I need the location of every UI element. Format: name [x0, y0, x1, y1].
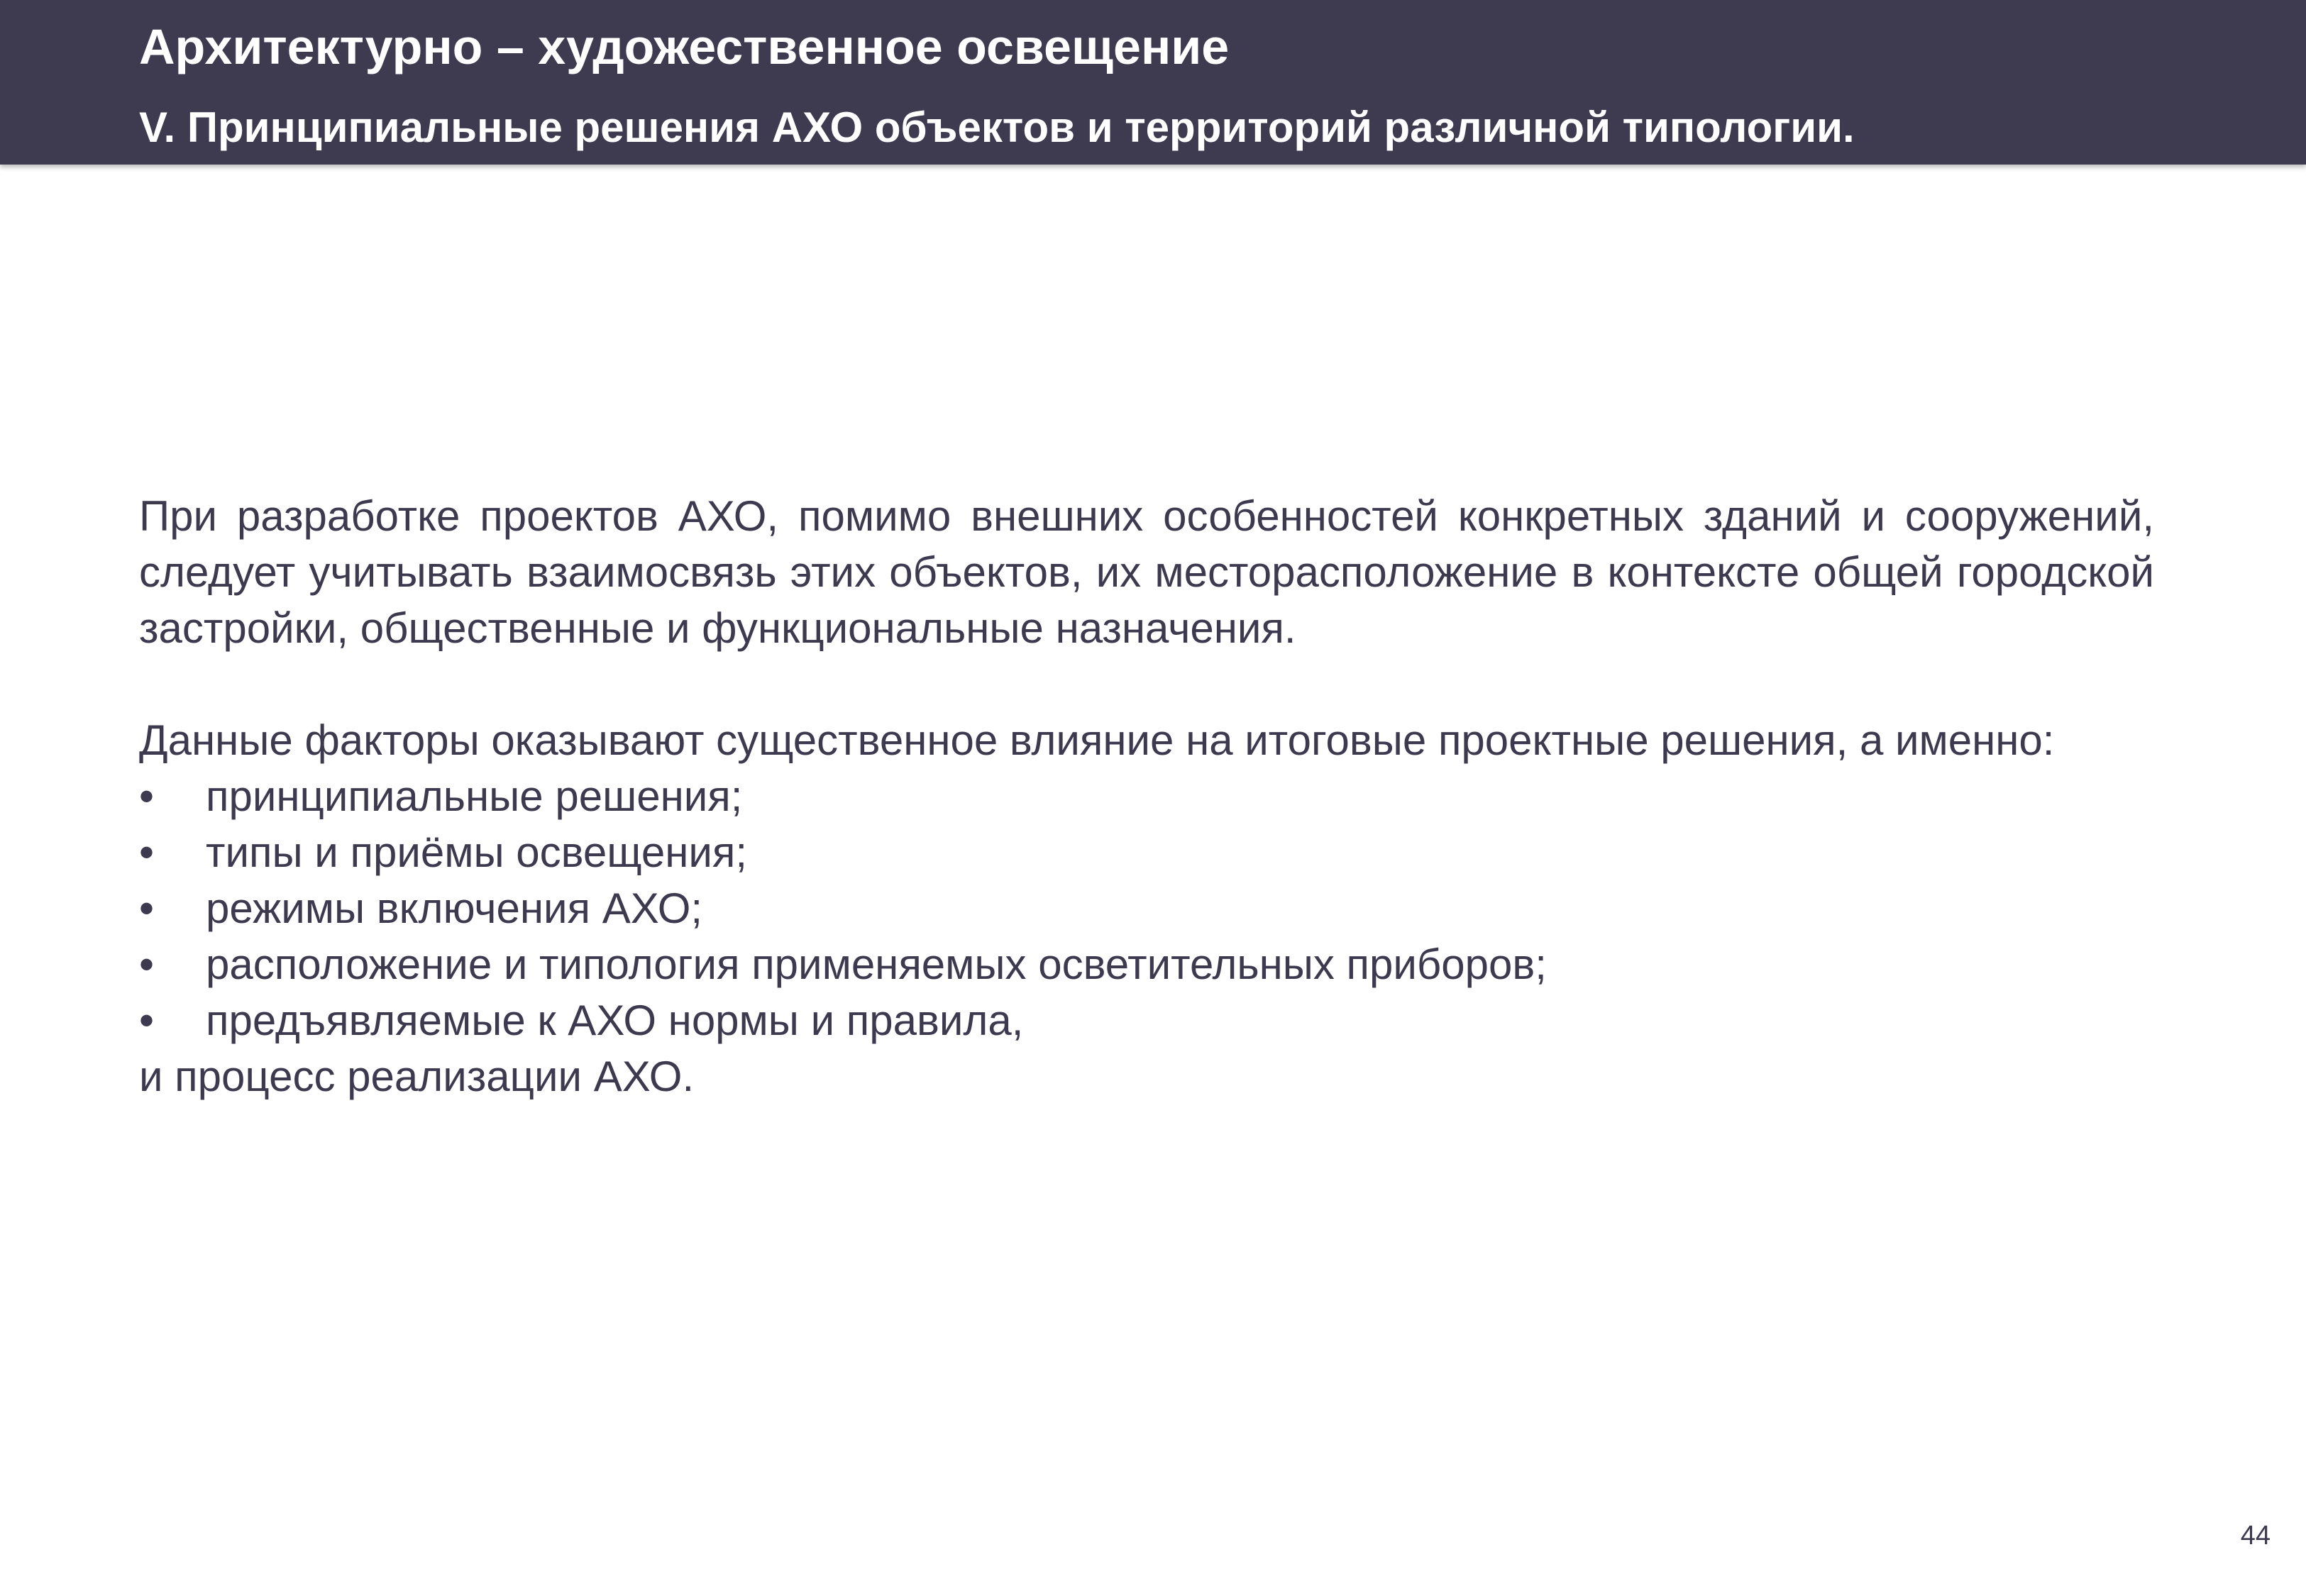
list-item-text: режимы включения АХО;: [206, 885, 703, 932]
page-number: 44: [2240, 1521, 2271, 1551]
list-item: [139, 992, 2154, 1048]
slide-content: [139, 488, 2154, 1104]
list-item-text: принципиальные решения;: [206, 772, 743, 820]
intro-paragraph: При разработке проектов АХО, помимо внешних особенностей конкретных зданий и сооружений, следует учитывать взаимосвязь этих объектов, их месторасположение в контексте общей городской застройки, общественные и функциональные назначения.: [139, 492, 2154, 652]
closing-line: и процесс реализации АХО.: [139, 1053, 695, 1100]
list-item: [139, 768, 2154, 824]
list-item: [139, 880, 2154, 936]
slide-header: [0, 0, 2306, 165]
list-item-text: расположение и типология применяемых осветительных приборов;: [206, 941, 1547, 988]
slide-subtitle: V. Принципиальные решения АХО объектов и территорий различной типологии.: [139, 104, 1855, 151]
bullet-icon: •: [139, 997, 155, 1044]
bullet-icon: •: [139, 829, 155, 876]
factors-list: [139, 768, 2154, 1048]
list-item: [139, 936, 2154, 992]
bullet-icon: •: [139, 885, 155, 932]
factors-paragraph: Данные факторы оказывают существенное влияние на итоговые проектные решения, а именно:: [139, 716, 2055, 764]
bullet-icon: •: [139, 772, 155, 820]
list-item-text: типы и приёмы освещения;: [206, 829, 748, 876]
slide-title: Архитектурно – художественное освещение: [139, 19, 1230, 74]
list-item: [139, 824, 2154, 880]
bullet-icon: •: [139, 941, 155, 988]
list-item-text: предъявляемые к АХО нормы и правила,: [206, 997, 1024, 1044]
